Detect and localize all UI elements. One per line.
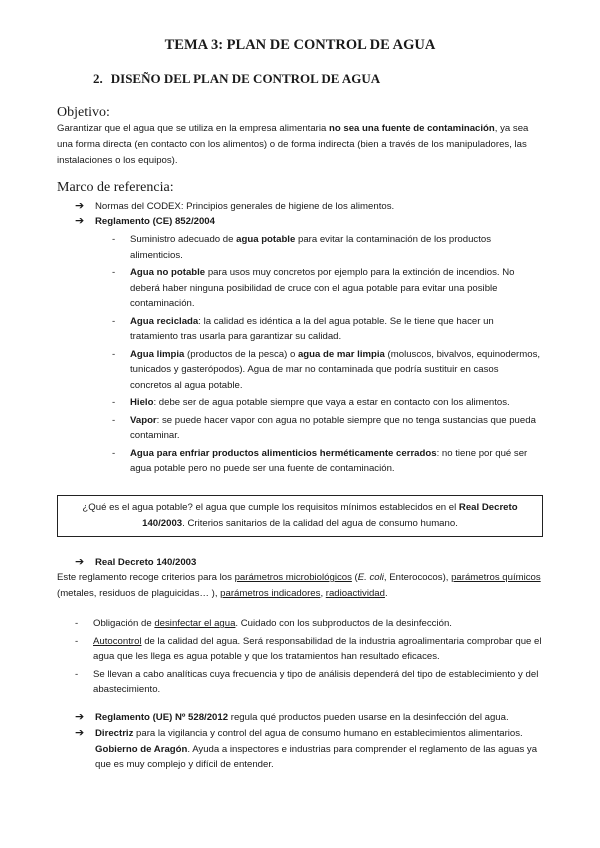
list-item: - Hielo: debe ser de agua potable siempre que vaya a estar en contacto con los alimentos. [112,395,542,411]
definition-box [57,495,543,537]
directriz-item [75,726,545,773]
arrow-right-icon: ➔ [75,711,85,723]
reg528-text: regula qué productos pueden usarse en la desinfección del agua. [228,712,509,723]
marco-item-text: Normas del CODEX: Principios generales de higiene de los alimentos. [95,201,395,212]
list-item: - Agua para enfriar productos alimenticios herméticamente cerrados: no tiene por qué ser agua potable pero no puede ser una fuente de contaminación. [112,446,542,477]
rd-list [75,616,550,700]
arrow-right-icon: ➔ [75,215,85,227]
section-subtitle-text: DISEÑO DEL PLAN DE CONTROL DE AGUA [110,71,381,86]
arrow-right-icon: ➔ [75,200,85,212]
list-item: - Suministro adecuado de agua potable para evitar la contaminación de los productos alimenticios. [112,232,542,263]
directriz-text: Directriz para la vigilancia y control del agua de consumo humano en establecimientos alimentarios. Gobierno de Aragón. Ayuda a inspectores e industrias para comprender el reglamento de las aguas ya que es muy complejo y difícil de entender. [95,728,538,770]
reg528-bold: Reglamento (UE) Nº 528/2012 [95,712,229,723]
list-item: - Autocontrol de la calidad del agua. Será responsabilidad de la industria agroalimentaria comprobar que el agua que les llega es agua potable y que los tratamientos han resultado eficaces. [75,634,550,665]
list-item: - Agua limpia (productos de la pesca) o agua de mar limpia (moluscos, bivalvos, equinodermos, tunicados y gasterópodos). Agua de mar no contaminada que podría sustituir en casos concretos al agua potable. [112,347,542,394]
arrow-right-icon: ➔ [75,556,85,568]
marco-item-codex [75,199,545,214]
list-item: - Agua no potable para usos muy concretos por ejemplo para la extinción de incendios. No deberá haber ninguna posibilidad de cruce con el agua potable para evitar una posible contaminación. [112,265,542,312]
page-title: TEMA 3: PLAN DE CONTROL DE AGUA [164,37,436,53]
marco-item-text: Reglamento (CE) 852/2004 [95,216,215,227]
rd-paragraph: Este reglamento recoge criterios para los parámetros microbiológicos (E. coli, Enterococos), parámetros químicos (metales, residuos de plaguicidas… ), parámetros indicadores, radioactividad. [57,572,541,599]
marco-heading: Marco de referencia: [57,180,174,195]
objetivo-heading: Objetivo: [57,105,110,120]
arrow-right-icon: ➔ [75,727,85,739]
list-item: - Se llevan a cabo analíticas cuya frecuencia y tipo de análisis dependerá del tipo de establecimiento y del abastecimiento. [75,667,550,698]
objetivo-paragraph [57,121,547,169]
rd-heading: Real Decreto 140/2003 [95,557,197,568]
reglamento-sublist [112,232,542,479]
reg528-item [75,710,545,725]
objetivo-text: Garantizar que el agua que se utiliza en la empresa alimentaria [57,123,329,134]
list-item: - Vapor: se puede hacer vapor con agua no potable siempre que no tenga sustancias que pueda contaminar. [112,413,542,444]
marco-item-reglamento [75,214,545,229]
box-text: ¿Qué es el agua potable? el agua que cumple los requisitos mínimos establecidos en el [82,502,459,513]
box-text-end: . Criterios sanitarios de la calidad del agua de consumo humano. [182,518,458,529]
section-number: 2. [93,71,103,86]
list-item: - Agua reciclada: la calidad es idéntica a la del agua potable. Se le tiene que hacer un tratamiento tras usarla para garantizar su calidad. [112,314,542,345]
section-subtitle [93,71,380,87]
objetivo-text-end: , ya sea una forma directa (en contacto con los alimentos) o de forma indirecta (bien a través de los manipuladores, las instalaciones o los equipos). [57,123,529,166]
objetivo-bold: no sea una fuente de contaminación [328,123,495,134]
rd-heading-item [75,555,545,570]
list-item: - Obligación de desinfectar el agua. Cuidado con los subproductos de la desinfección. [75,616,550,632]
box-bold: Real Decreto 140/2003 [142,502,518,529]
